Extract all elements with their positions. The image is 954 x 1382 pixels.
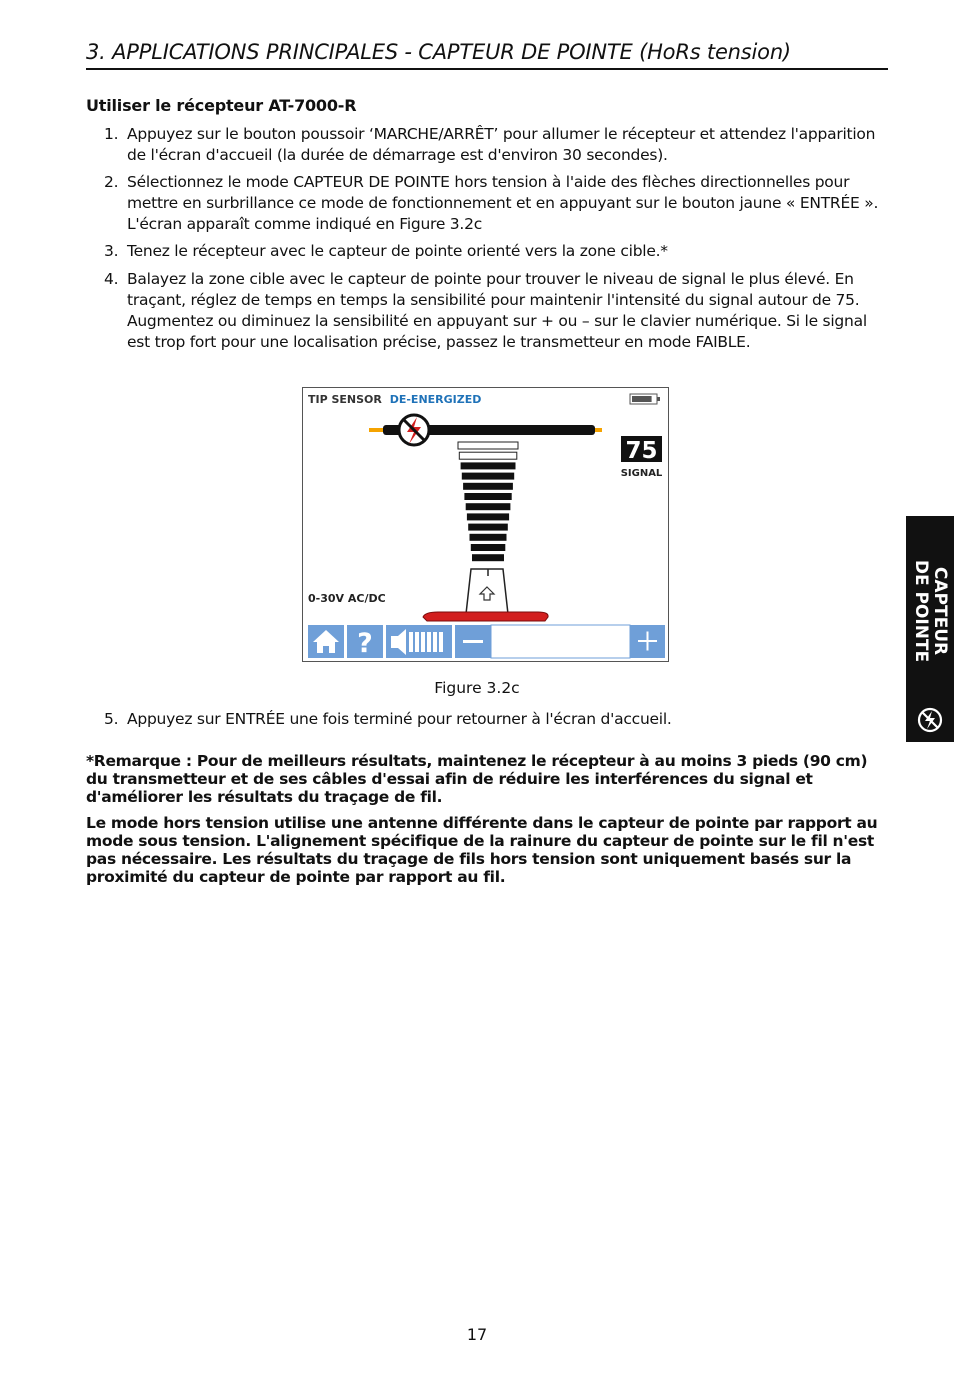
step-number: 4. xyxy=(104,270,119,288)
sensitivity-plus-button[interactable] xyxy=(630,625,665,658)
step-number: 1. xyxy=(104,125,119,143)
volume-button[interactable] xyxy=(386,625,452,658)
signal-bar xyxy=(472,554,504,561)
signal-label: SIGNAL xyxy=(620,468,663,479)
steps-list-continued xyxy=(104,709,890,730)
deenergized-note: Le mode hors tension utilise une antenne différente dans le capteur de pointe par rapport au mode sous tension. L'alignement spécifique de la rainure du capteur de pointe sur le fil n'est pas nécessaire. Les résultats du traçage de fils hors tension sont uniquement basés sur la proximité du capteur de pointe par rapport au fil. xyxy=(86,814,878,886)
mode-label: TIP SENSOR xyxy=(308,393,382,406)
step-item xyxy=(104,269,890,353)
battery-level xyxy=(632,396,652,402)
step-item xyxy=(104,709,890,730)
signal-bar xyxy=(466,503,511,510)
steps-list xyxy=(104,124,890,353)
step-item xyxy=(104,124,890,166)
signal-bar xyxy=(464,493,511,500)
receiver-screen xyxy=(303,388,668,661)
step-text: Balayez la zone cible avec le capteur de pointe pour trouver le niveau de signal le plus élevé. En traçant, réglez de temps en temps la sensibilité pour maintenir l'intensité du signal autour de 75. Augmentez ou diminuez la sensibilité en appuyant sur + ou – sur le clavier numérique. Si le signal est trop fort pour une localisation précise, passez le transmetteur en mode FAIBLE. xyxy=(127,270,867,351)
signal-value: 75 xyxy=(625,438,658,464)
signal-bar xyxy=(462,473,514,480)
step-text: Appuyez sur ENTRÉE une fois terminé pour retourner à l'écran d'accueil. xyxy=(127,710,672,728)
svg-text:TIP SENSOR DE-ENERGIZED xyxy=(308,393,481,406)
range-label: 0-30V AC/DC xyxy=(308,592,386,605)
signal-bar xyxy=(468,524,508,531)
state-label: DE-ENERGIZED xyxy=(389,393,482,406)
figure-caption: Figure 3.2c xyxy=(434,679,520,697)
help-button[interactable] xyxy=(347,625,383,659)
no-voltage-icon xyxy=(916,706,944,734)
minus-icon xyxy=(463,640,483,643)
step-text: Sélectionnez le mode CAPTEUR DE POINTE hors tension à l'aide des flèches directionnelles pour mettre en surbrillance ce mode de fonctionnement et en appuyant sur le bouton jaune « ENTRÉE ». L'écran apparaît comme indiqué en Figure 3.2c xyxy=(127,173,879,233)
help-icon: ? xyxy=(357,628,373,659)
signal-bar xyxy=(470,534,507,541)
signal-bar xyxy=(467,513,509,520)
signal-bar xyxy=(459,452,517,459)
side-tab-label: CAPTEUR DE POINTE xyxy=(911,559,950,663)
signal-bar xyxy=(458,442,518,449)
sensitivity-track[interactable] xyxy=(491,625,630,658)
remark-note: *Remarque : Pour de meilleurs résultats, maintenez le récepteur à au moins 3 pieds (90 cm) du transmetteur et de ses câbles d'essai afin de réduire les interférences du signal et d'améliorer les résultats du traçage de fil. xyxy=(86,752,868,806)
signal-bar xyxy=(463,483,513,490)
home-button[interactable] xyxy=(308,625,344,658)
step-number: 2. xyxy=(104,173,119,191)
step-text: Appuyez sur le bouton poussoir ‘MARCHE/ARRÊT’ pour allumer le récepteur et attendez l'apparition de l'écran d'accueil (la durée de démarrage est d'environ 30 secondes). xyxy=(127,125,876,164)
battery-icon xyxy=(630,394,660,404)
step-text: Tenez le récepteur avec le capteur de pointe orienté vers la zone cible.* xyxy=(127,242,668,260)
no-voltage-icon xyxy=(399,415,429,445)
sensitivity-minus-button[interactable] xyxy=(455,625,491,658)
section-title: 3. APPLICATIONS PRINCIPALES - CAPTEUR DE POINTE (HoRs tension) xyxy=(86,40,888,70)
step-number: 5. xyxy=(104,710,119,728)
page-number: 17 xyxy=(466,1325,488,1344)
receiver-screen-figure xyxy=(302,387,669,662)
signal-strength-cone xyxy=(458,442,518,561)
step-item xyxy=(104,172,890,235)
signal-bar xyxy=(461,462,516,469)
signal-bar xyxy=(471,544,506,551)
step-item xyxy=(104,241,890,262)
subsection-title: Utiliser le récepteur AT-7000-R xyxy=(86,96,357,115)
step-number: 3. xyxy=(104,242,119,260)
side-tab xyxy=(906,516,954,742)
